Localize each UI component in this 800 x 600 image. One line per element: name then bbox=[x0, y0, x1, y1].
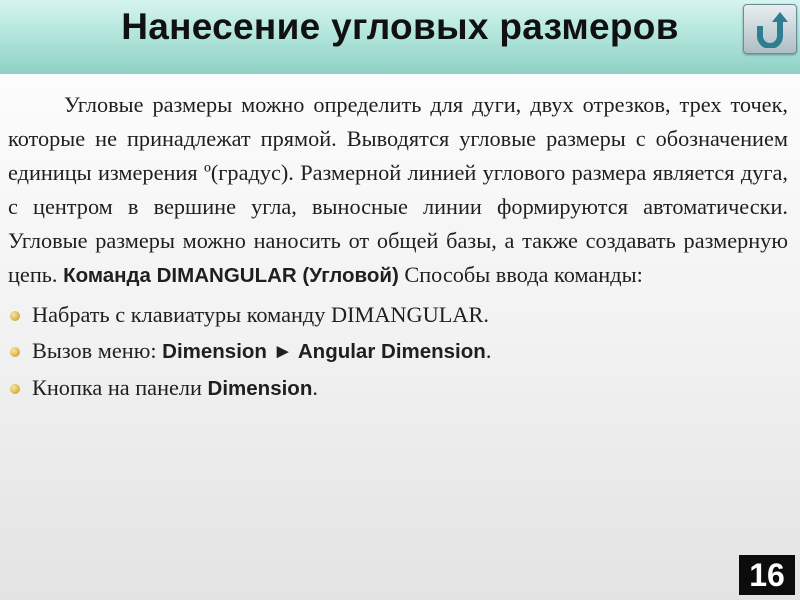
paragraph-tail: Способы ввода команды: bbox=[398, 262, 643, 287]
list-item bbox=[8, 297, 788, 333]
paragraph-text: Угловые размеры можно определить для дуги, двух отрезков, трех точек, которые не принадлежат прямой. Выводятся угловые размеры с обозначением единицы измерения º(градус). Размерной линией углового размера является дуга, с центром в вершине угла, выносные линии формируются автоматически. Угловые размеры можно наносить от общей базы, а также создавать размерную цепь. bbox=[8, 92, 788, 287]
body-paragraph bbox=[8, 88, 788, 293]
list-item bbox=[8, 370, 788, 407]
bullet-dot-icon bbox=[10, 311, 20, 321]
list-item-suffix: . bbox=[485, 338, 492, 363]
page-number-badge: 16 bbox=[739, 555, 795, 595]
slide-content bbox=[8, 88, 788, 407]
slide-title: Нанесение угловых размеров bbox=[121, 6, 679, 47]
list-item bbox=[8, 333, 788, 370]
return-arrow-icon bbox=[752, 10, 788, 48]
panel-name: Dimension bbox=[207, 377, 313, 400]
menu-path: Dimension ► Angular Dimension bbox=[162, 340, 486, 363]
bullet-dot-icon bbox=[10, 384, 20, 394]
list-item-suffix: . bbox=[312, 375, 318, 400]
command-name: Команда DIMANGULAR (Угловой) bbox=[63, 264, 399, 287]
list-item-text: Кнопка на панели bbox=[32, 375, 208, 400]
list-item-text: Набрать с клавиатуры команду DIMANGULAR. bbox=[32, 302, 489, 327]
list-item-text: Вызов меню: bbox=[32, 338, 163, 363]
bullet-dot-icon bbox=[10, 347, 20, 357]
back-button[interactable] bbox=[743, 4, 797, 54]
input-methods-list bbox=[8, 297, 788, 407]
